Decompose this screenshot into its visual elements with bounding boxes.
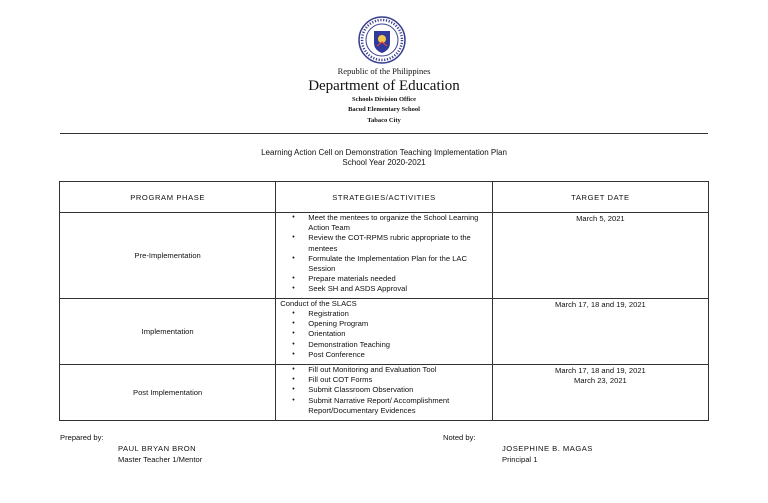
activity-list <box>276 365 492 416</box>
phase-cell: Implementation <box>60 299 276 365</box>
header-divider <box>60 133 708 134</box>
activity-item: • Prepare materials needed <box>308 274 492 284</box>
table-row <box>60 213 709 299</box>
activity-item: • Seek SH and ASDS Approval <box>308 284 492 294</box>
prepared-by-label: Prepared by: <box>60 433 104 442</box>
table-header-row <box>60 182 709 213</box>
target-date: March 5, 2021 <box>576 214 625 223</box>
activity-item: • Demonstration Teaching <box>308 340 492 350</box>
noted-by-position: Principal 1 <box>502 455 538 464</box>
activity-lead: Conduct of the SLACS <box>280 299 357 308</box>
phase-cell: Pre-Implementation <box>60 213 276 299</box>
noted-by-label: Noted by: <box>443 433 476 442</box>
deped-seal-logo <box>358 16 406 64</box>
target-date: March 17, 18 and 19, 2021 <box>555 366 646 375</box>
target-date: March 17, 18 and 19, 2021 <box>555 300 646 309</box>
activity-item: • Submit Classroom Observation <box>308 385 492 395</box>
implementation-plan-table <box>59 181 709 421</box>
activities-cell <box>276 299 493 365</box>
phase-cell: Post Implementation <box>60 365 276 421</box>
prepared-by-position: Master Teacher 1/Mentor <box>118 455 203 464</box>
target-date: March 23, 2021 <box>574 376 627 385</box>
prepared-by-name: PAUL BRYAN BRON <box>118 444 197 453</box>
department-name: Department of Education <box>308 78 460 94</box>
activity-item: • Fill out COT Forms <box>308 375 492 385</box>
column-header-phase: PROGRAM PHASE <box>60 182 276 213</box>
noted-by-name: JOSEPHINE B. MAGAS <box>502 444 593 453</box>
republic-line: Republic of the Philippines <box>337 66 431 76</box>
activity-item: • Opening Program <box>308 319 492 329</box>
activity-list <box>276 309 492 360</box>
activity-item: • Review the COT-RPMS rubric appropriate to the mentees <box>308 233 492 253</box>
activity-item: • Post Conference <box>308 350 492 360</box>
school-name: Bacud Elementary School <box>348 106 420 113</box>
table-row <box>60 299 709 365</box>
activity-item: • Formulate the Implementation Plan for the LAC Session <box>308 254 492 274</box>
activity-item: • Orientation <box>308 329 492 339</box>
school-year: School Year 2020-2021 <box>342 158 426 167</box>
column-header-strategies: STRATEGIES/ACTIVITIES <box>276 182 493 213</box>
activities-cell <box>276 365 493 421</box>
activity-list <box>276 213 492 295</box>
target-date-cell <box>492 299 708 365</box>
division-office: Schools Division Office <box>352 96 416 103</box>
activity-item: • Submit Narrative Report/ Accomplishment Report/Documentary Evidences <box>308 396 492 416</box>
city-name: Tabaco City <box>367 117 401 124</box>
activities-cell <box>276 213 493 299</box>
target-date-cell <box>492 213 708 299</box>
column-header-target-date: TARGET DATE <box>492 182 708 213</box>
target-date-cell <box>492 365 708 421</box>
activity-item: • Meet the mentees to organize the School Learning Action Team <box>308 213 492 233</box>
document-title: Learning Action Cell on Demonstration Teaching Implementation Plan <box>261 148 507 157</box>
table-row <box>60 365 709 421</box>
activity-item: • Registration <box>308 309 492 319</box>
activity-item: • Fill out Monitoring and Evaluation Tool <box>308 365 492 375</box>
